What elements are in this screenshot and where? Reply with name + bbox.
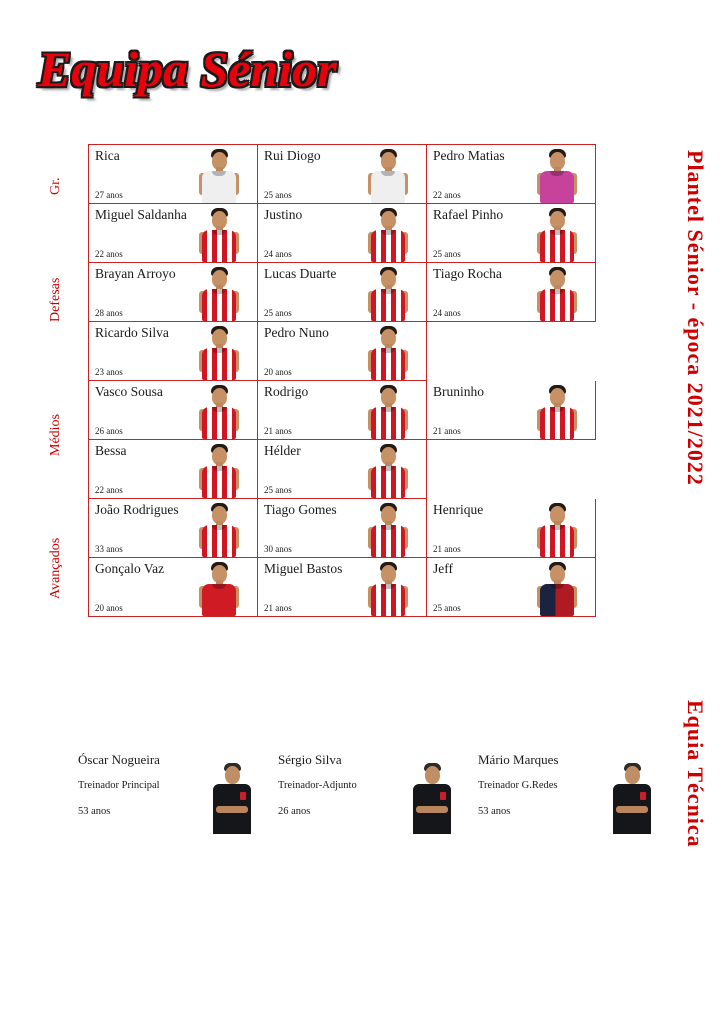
player-cell (89, 204, 258, 263)
player-name: Ricardo Silva (95, 325, 169, 340)
player-age: 21 anos (433, 426, 461, 436)
squad-row (89, 322, 596, 381)
player-photo (368, 147, 408, 203)
staff-member (70, 744, 260, 844)
player-cell-empty (427, 322, 596, 381)
player-photo (537, 147, 577, 203)
player-name: João Rodrigues (95, 502, 179, 517)
squad-row (89, 263, 596, 322)
staff-role: Treinador-Adjunto (278, 780, 357, 791)
player-age: 21 anos (433, 544, 461, 554)
player-cell (258, 440, 427, 499)
staff-name: Óscar Nogueira (78, 752, 160, 767)
staff-photo (610, 762, 654, 834)
player-photo (199, 383, 239, 439)
player-photo (537, 206, 577, 262)
player-age: 25 anos (433, 603, 461, 613)
group-label-goalkeepers: Gr. (48, 177, 63, 195)
player-photo (368, 265, 408, 321)
squad-row (89, 204, 596, 263)
player-name: Pedro Nuno (264, 325, 329, 340)
player-photo (199, 442, 239, 498)
player-name: Rafael Pinho (433, 207, 504, 222)
player-photo (199, 147, 239, 203)
player-name: Hélder (264, 443, 301, 458)
player-photo (368, 442, 408, 498)
staff-age: 53 anos (478, 806, 511, 817)
player-name: Rui Diogo (264, 148, 321, 163)
player-photo (199, 501, 239, 557)
staff-role: Treinador Principal (78, 780, 160, 791)
player-age: 27 anos (95, 190, 123, 200)
player-name: Miguel Saldanha (95, 207, 187, 222)
player-photo (368, 383, 408, 439)
player-cell (89, 263, 258, 322)
player-cell (427, 499, 596, 558)
staff-age: 26 anos (278, 806, 311, 817)
player-photo (368, 560, 408, 616)
staff-member (470, 744, 660, 844)
player-cell (427, 145, 596, 204)
player-cell (258, 322, 427, 381)
player-photo (368, 501, 408, 557)
player-cell (258, 558, 427, 617)
player-age: 22 anos (95, 485, 123, 495)
player-age: 26 anos (95, 426, 123, 436)
player-cell (427, 558, 596, 617)
player-name: Rodrigo (264, 384, 309, 399)
player-age: 25 anos (264, 308, 292, 318)
player-name: Brayan Arroyo (95, 266, 176, 281)
player-cell (427, 204, 596, 263)
player-photo (537, 501, 577, 557)
page-title: Equipa Sénior (38, 41, 337, 97)
player-name: Bruninho (433, 384, 485, 399)
title-block (38, 38, 368, 100)
squad-row (89, 499, 596, 558)
player-cell (89, 558, 258, 617)
player-name: Vasco Sousa (95, 384, 163, 399)
player-age: 24 anos (433, 308, 461, 318)
player-name: Rica (95, 148, 120, 163)
staff-side-label: Equia Técnica (683, 700, 708, 848)
player-name: Pedro Matias (433, 148, 505, 163)
player-photo (368, 206, 408, 262)
player-name: Tiago Rocha (433, 266, 502, 281)
staff-member (270, 744, 460, 844)
player-cell (258, 499, 427, 558)
squad-row (89, 381, 596, 440)
player-name: Bessa (95, 443, 127, 458)
staff-age: 53 anos (78, 806, 111, 817)
player-cell (258, 204, 427, 263)
player-age: 20 anos (264, 367, 292, 377)
player-age: 30 anos (264, 544, 292, 554)
player-age: 25 anos (433, 249, 461, 259)
player-cell (89, 440, 258, 499)
player-name: Justino (264, 207, 303, 222)
squad-row (89, 145, 596, 204)
group-label-forwards: Avançados (48, 537, 63, 599)
staff-photo (410, 762, 454, 834)
player-age: 20 anos (95, 603, 123, 613)
player-cell (258, 381, 427, 440)
player-age: 23 anos (95, 367, 123, 377)
player-age: 33 anos (95, 544, 123, 554)
player-cell-empty (427, 440, 596, 499)
staff-photo (210, 762, 254, 834)
staff-section (60, 744, 660, 854)
player-cell (258, 263, 427, 322)
player-photo (199, 206, 239, 262)
player-photo (537, 560, 577, 616)
player-name: Tiago Gomes (264, 502, 337, 517)
season-side-label: Plantel Sénior - época 2021/2022 (683, 150, 708, 486)
player-age: 21 anos (264, 603, 292, 613)
player-name: Henrique (433, 502, 484, 517)
player-cell (427, 263, 596, 322)
player-cell (258, 145, 427, 204)
player-photo (537, 265, 577, 321)
player-cell (89, 381, 258, 440)
group-label-midfielders: Médios (48, 414, 63, 456)
player-photo (199, 265, 239, 321)
player-age: 22 anos (95, 249, 123, 259)
player-cell (89, 322, 258, 381)
player-cell (89, 499, 258, 558)
staff-name: Mário Marques (478, 752, 559, 767)
player-photo (368, 324, 408, 380)
player-age: 24 anos (264, 249, 292, 259)
player-photo (199, 324, 239, 380)
player-photo (537, 383, 577, 439)
squad-row (89, 558, 596, 617)
player-name: Jeff (433, 561, 453, 576)
player-age: 28 anos (95, 308, 123, 318)
player-name: Miguel Bastos (264, 561, 343, 576)
player-age: 25 anos (264, 190, 292, 200)
player-age: 25 anos (264, 485, 292, 495)
player-cell (89, 145, 258, 204)
player-name: Gonçalo Vaz (95, 561, 165, 576)
player-cell (427, 381, 596, 440)
squad-grid (88, 144, 596, 617)
player-age: 22 anos (433, 190, 461, 200)
staff-name: Sérgio Silva (278, 752, 342, 767)
squad-row (89, 440, 596, 499)
player-name: Lucas Duarte (264, 266, 337, 281)
player-photo (199, 560, 239, 616)
player-age: 21 anos (264, 426, 292, 436)
staff-role: Treinador G.Redes (478, 780, 558, 791)
group-label-defenders: Defesas (48, 277, 63, 323)
